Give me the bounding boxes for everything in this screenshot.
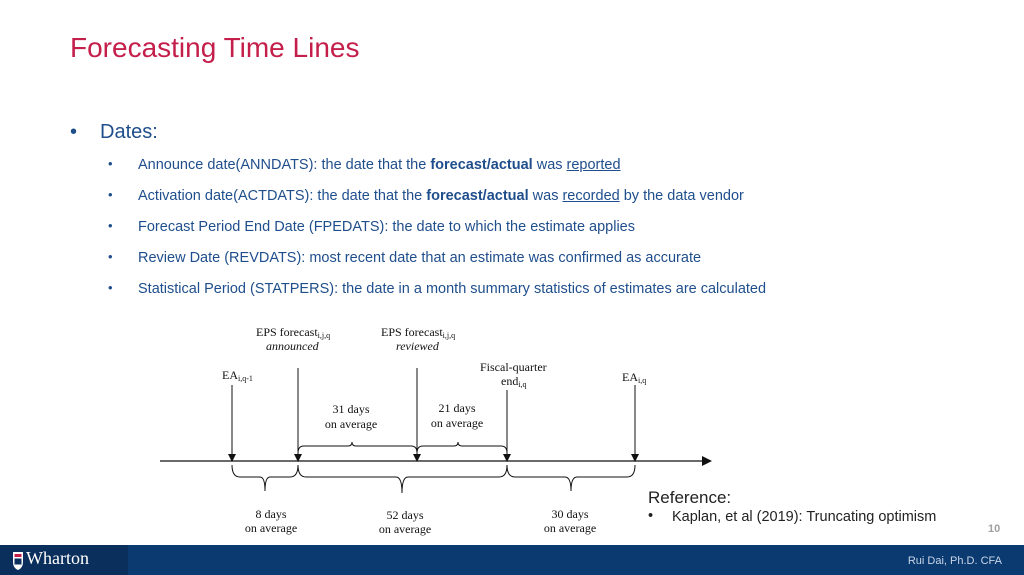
sub-bullet-dot: •: [108, 187, 113, 202]
brace-8-days: [232, 465, 298, 491]
fiscal-quarter-label: Fiscal-quarter: [480, 360, 547, 374]
sub-bullet-text: Review Date (REVDATS): most recent date that an estimate was confirmed as accurate: [138, 250, 702, 266]
eps-reviewed-label: EPS forecasti,j,q: [381, 325, 456, 340]
brace-30-days: [507, 465, 635, 491]
text-segment: was: [528, 188, 563, 204]
reference-heading: Reference:: [648, 488, 732, 507]
eps-announced-label: EPS forecasti,j,q: [256, 325, 331, 340]
ea-prev-label: EAi,q-1: [222, 368, 253, 383]
wharton-shield-icon: [12, 549, 24, 571]
footer-logo-panel: [0, 545, 128, 575]
upper-21-on-average: on average: [430, 416, 484, 430]
event-arrow-eps-reviewed: [413, 368, 421, 462]
lower-8-days: 8 days: [255, 507, 287, 521]
brace-52-days: [298, 465, 507, 493]
event-arrow-eps-announced: [294, 368, 302, 462]
upper-31-on-average: on average: [324, 417, 378, 431]
underlined-segment: recorded: [562, 188, 620, 204]
upper-31-days: 31 days: [332, 402, 370, 416]
lower-30-on-average: on average: [543, 521, 597, 535]
brace-31-days: [298, 442, 417, 453]
sub-bullet-dot: •: [108, 249, 113, 264]
lower-52-on-average: on average: [378, 522, 432, 536]
ea-label: EAi,q: [622, 370, 647, 385]
reference-bullet-dot: •: [648, 508, 654, 524]
event-arrow-ea-prev: [228, 385, 236, 462]
event-arrow-ea: [631, 385, 639, 462]
bold-segment: forecast/actual: [426, 188, 529, 204]
slide-title: Forecasting Time Lines: [70, 32, 360, 63]
page-number: 10: [988, 523, 1001, 535]
timeline-diagram: [150, 315, 730, 545]
bullet-dot: •: [70, 121, 78, 143]
underlined-segment: reported: [566, 157, 621, 173]
sub-bullet-dot: •: [108, 218, 113, 233]
sub-bullet-dot: •: [108, 156, 113, 171]
sub-bullet-dot: •: [108, 280, 113, 295]
sub-bullet-text: Statistical Period (STATPERS): the date in a month summary statistics of estimates are calculated: [138, 281, 767, 297]
eps-reviewed-sublabel: reviewed: [396, 339, 439, 353]
sub-bullet-text: [138, 157, 621, 173]
fiscal-quarter-end-label: endi,q: [501, 374, 527, 389]
wharton-logo-text: Wharton: [26, 548, 89, 568]
bullet-dates-text: Dates:: [100, 121, 158, 143]
lower-52-days: 52 days: [386, 508, 424, 522]
lower-30-days: 30 days: [551, 507, 589, 521]
text-segment: by the data vendor: [619, 188, 744, 204]
axis-arrow-icon: [702, 456, 712, 466]
text-segment: was: [532, 157, 567, 173]
eps-announced-sublabel: announced: [266, 339, 319, 353]
sub-bullet-text: [138, 188, 744, 204]
brace-21-days: [417, 442, 507, 453]
lower-8-on-average: on average: [244, 521, 298, 535]
footer-bar: [0, 545, 1024, 575]
bold-segment: forecast/actual: [430, 157, 533, 173]
footer-author: Rui Dai, Ph.D. CFA: [907, 555, 1002, 567]
sub-bullet-text: Forecast Period End Date (FPEDATS): the date to which the estimate applies: [138, 219, 635, 235]
reference-item-text: Kaplan, et al (2019): Truncating optimism: [672, 509, 937, 525]
text-segment: Activation date(ACTDATS): the date that the: [138, 188, 427, 204]
text-segment: Announce date(ANNDATS): the date that the: [138, 157, 431, 173]
upper-21-days: 21 days: [438, 401, 476, 415]
